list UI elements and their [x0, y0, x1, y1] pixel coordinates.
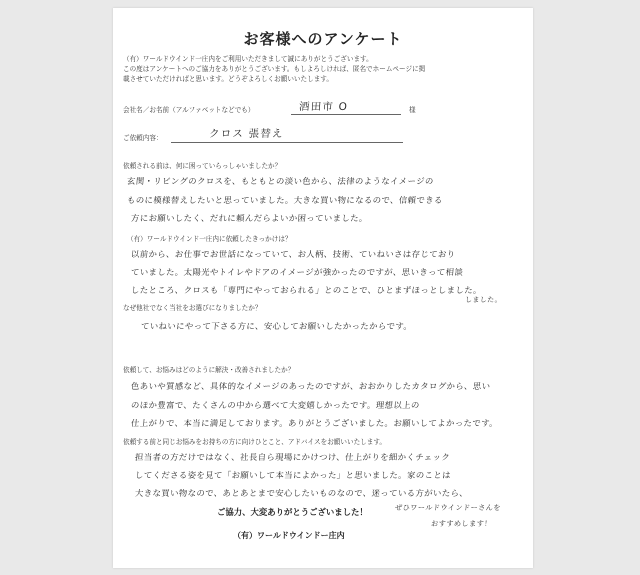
side-note-line: おすすめします！ [430, 519, 493, 528]
answer-line: ていました。太陽光やトイレやドアのイメージが強かったのですが、思いきって相談 [130, 267, 464, 277]
side-note-line: ぜひワールドウインドーさんを [394, 503, 502, 512]
question-reason-for-request: （有）ワールドウインド一庄内に依頼したきっかけは？ [127, 235, 292, 243]
closing-message: ご協力、大変ありがとうございました！ [217, 507, 368, 517]
intro-line: 載させていただければと思います。どうぞよろしくお願いいたします。 [123, 75, 333, 83]
name-suffix: 様 [409, 106, 416, 114]
answer-line: してくださる姿を見て「お願いして本当によかった」と思いました。家のことは [134, 470, 452, 480]
question-before-request: 依頼される前は、何に困っていらっしゃいましたか？ [123, 162, 282, 170]
name-field-label: 会社名／お名前（アルファベットなどでも） [123, 106, 255, 114]
answer-line: 玄関・リビングのクロスを、もともとの淡い色から、法律のようなイメージの [126, 176, 435, 186]
answer-line: 以前から、お仕事でお世話になっていて、お人柄、技術、ていねいさは存じており [130, 249, 456, 259]
answer-line: 方にお願いしたく、だれに頼んだらよいか困っていました。 [130, 213, 369, 223]
answer-tail: しました。 [464, 296, 503, 304]
answer-line: したところ、クロスも「専門にやっておられる」とのことで、ひとまずほっとしました。 [130, 285, 483, 295]
name-field-value: 酒田市 O [298, 101, 349, 113]
survey-title: お客様へのアンケート [243, 30, 403, 48]
question-how-resolved: 依頼して、お悩みはどのように解決・改善されましたか？ [123, 366, 295, 374]
intro-line: （有）ワールドウインド一庄内をご利用いただきまして誠にありがとうございます。 [123, 55, 373, 63]
answer-line: ていねいにやって下さる方に、安心してお願いしたかったからです。 [140, 321, 413, 331]
company-name: （有）ワールドウインドー庄内 [233, 531, 345, 540]
survey-sheet [113, 8, 533, 568]
answer-line: のほか豊富で、たくさんの中から選べて大変嬉しかったです。理想以上の [130, 400, 421, 410]
content-field-value: クロス 張替え [208, 128, 285, 140]
content-underline [171, 142, 403, 143]
question-why-choose-us: なぜ他社でなく当社をお選びになりましたか？ [123, 304, 262, 312]
name-underline [291, 114, 401, 115]
intro-text [123, 54, 523, 84]
answer-line: ものに模様替えしたいと思っていました。大きな買い物になるので、信頼できる [126, 195, 444, 205]
answer-line: 色あいや質感など、具体的なイメージのあったのですが、おおかりしたカタログから、思い [130, 381, 491, 391]
content-field-label: ご依頼内容： [123, 134, 163, 142]
answer-line: 仕上がりで、本当に満足しております。ありがとうございました。お願いしてよかったです。 [130, 418, 499, 428]
answer-line: 担当者の方だけではなく、社長自ら現場にかけつけ、仕上がりを細かくチェック [134, 452, 451, 462]
intro-line: この度はアンケートへのご協力をありがとうございます。もしよろしければ、匿名でホームページに掲 [123, 65, 426, 73]
question-advice: 依頼する前と同じお悩みをお持ちの方に向けひとこと、アドバイスをお願いいたします。 [123, 438, 387, 446]
answer-line: 大きな買い物なので、あとあとまで安心したいものなので、迷っている方がいたら、 [134, 488, 469, 498]
